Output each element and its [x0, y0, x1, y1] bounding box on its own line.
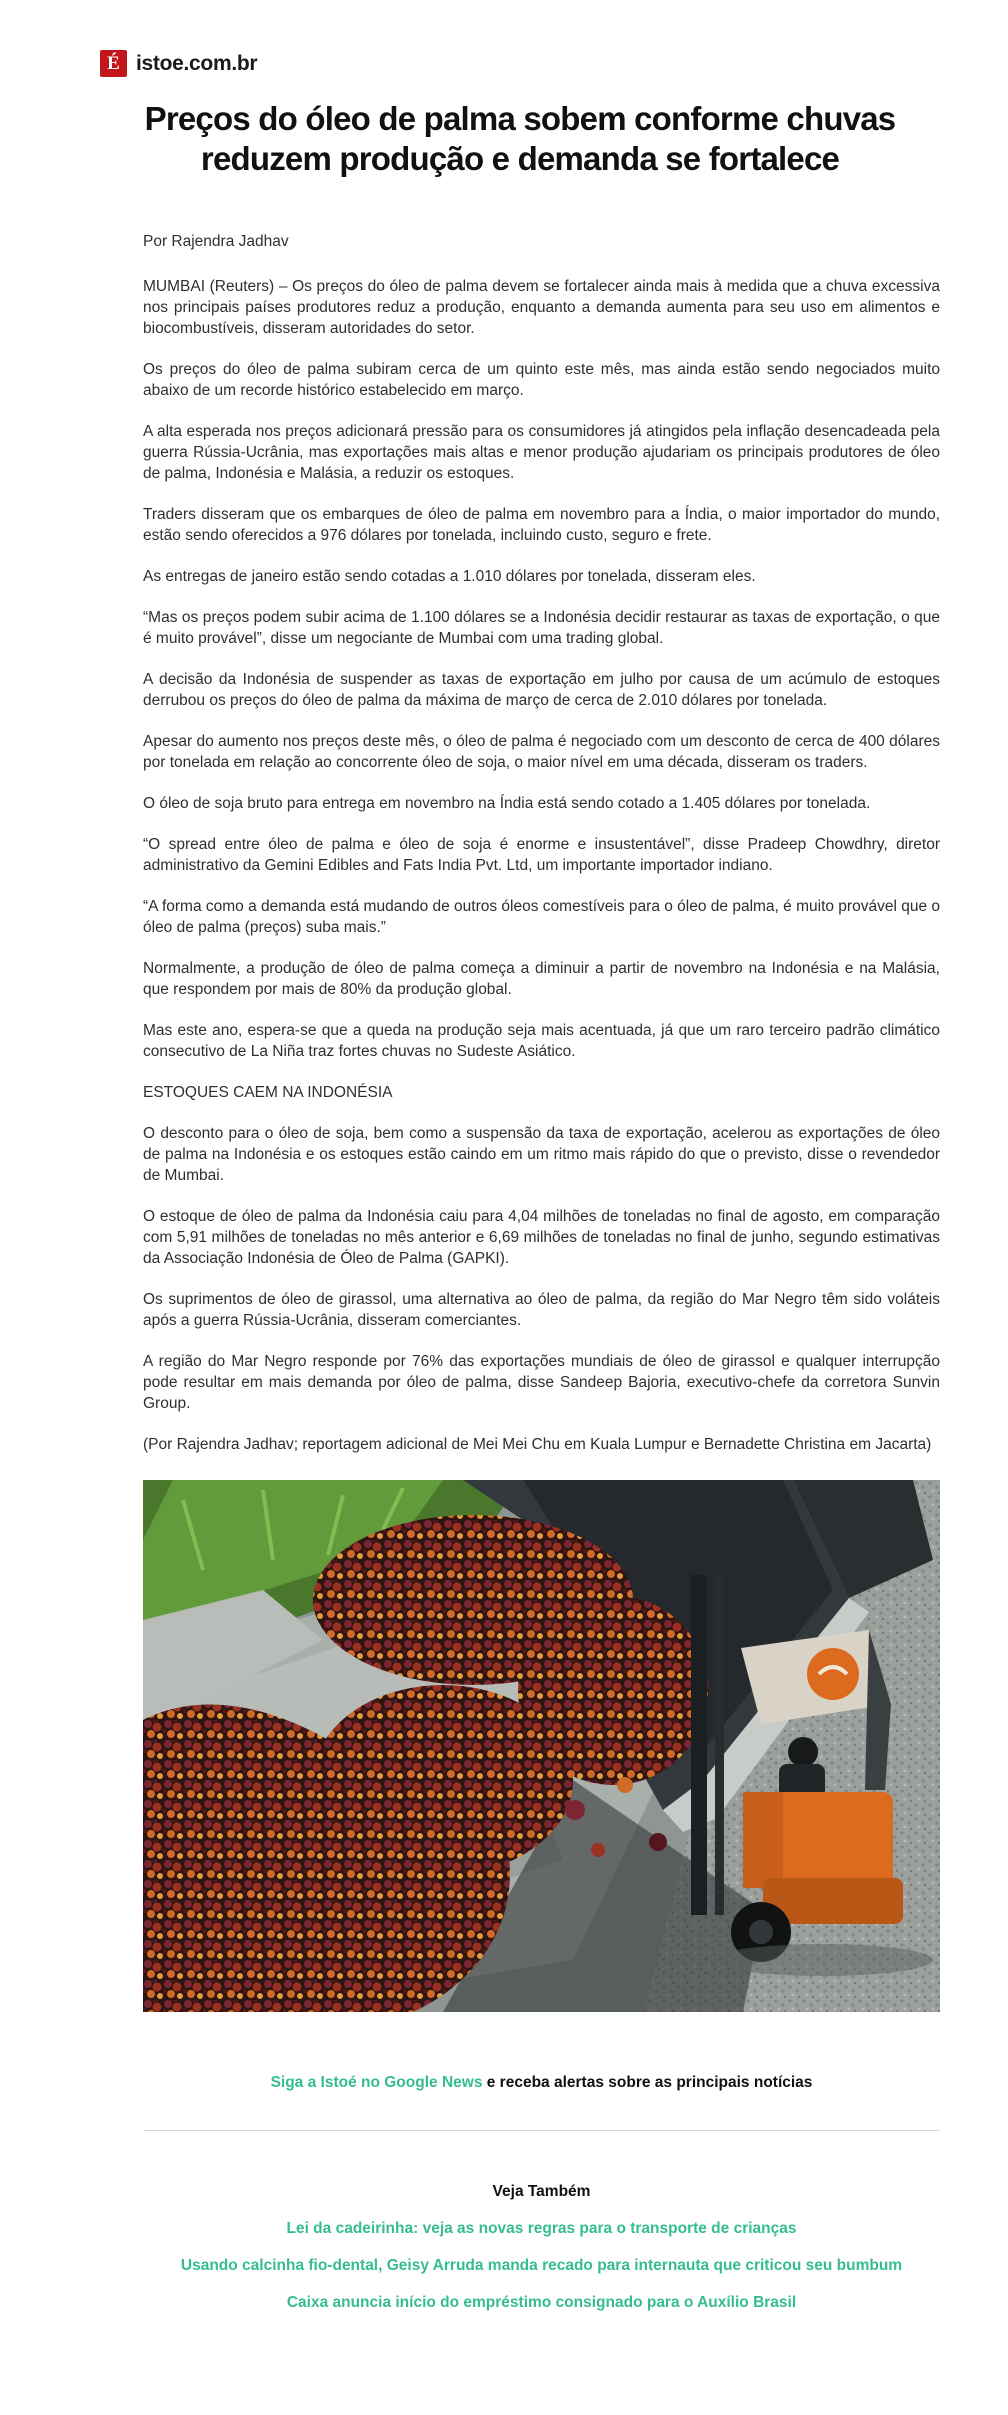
- article-paragraph: Apesar do aumento nos preços deste mês, o óleo de palma é negociado com um desconto de cerca de 400 dólares por tonelada em relação ao concorrente óleo de soja, o maior nível em uma década, disseram os traders.: [143, 733, 940, 771]
- article-paragraph: Mas este ano, espera-se que a queda na produção seja mais acentuada, já que um raro terceiro padrão climático consecutivo de La Niña traz fortes chuvas no Sudeste Asiático.: [143, 1022, 940, 1060]
- article-paragraph: O estoque de óleo de palma da Indonésia caiu para 4,04 milhões de toneladas no final de agosto, em comparação com 5,91 milhões de toneladas no mês anterior e 6,69 milhões de toneladas no final de junho, segundo estimativas da Associação Indonésia de Óleo de Palma (GAPKI).: [143, 1208, 940, 1267]
- site-name: istoe.com.br: [136, 51, 258, 75]
- article-body: [143, 231, 940, 2312]
- article-paragraph: O desconto para o óleo de soja, bem como a suspensão da taxa de exportação, acelerou as exportações de óleo de palma na Indonésia e os estoques estão caindo em um ritmo mais rápido do que o previsto, disse o revendedor de Mumbai.: [143, 1125, 940, 1184]
- article-page: [100, 0, 940, 2402]
- google-news-link[interactable]: Siga a Istoé no Google News: [270, 2074, 483, 2091]
- site-logo[interactable]: [100, 50, 940, 77]
- related-section: [143, 2183, 940, 2312]
- article-paragraph: As entregas de janeiro estão sendo cotadas a 1.010 dólares por tonelada, disseram eles.: [143, 568, 756, 585]
- article-paragraph: MUMBAI (Reuters) – Os preços do óleo de palma devem se fortalecer ainda mais à medida que a chuva excessiva nos principais países produtores reduz a produção, enquanto a demanda aumenta para seu uso em alimentos e biocombustíveis, disseram autoridades do setor.: [143, 278, 940, 337]
- article-paragraph: A decisão da Indonésia de suspender as taxas de exportação em julho por causa de um acúmulo de estoques derrubou os preços do óleo de palma da máxima de março de cerca de 2.010 dólares por tonelada.: [143, 671, 940, 709]
- follow-line: [143, 2074, 940, 2092]
- related-link[interactable]: Usando calcinha fio-dental, Geisy Arruda manda recado para internauta que criticou seu bumbum: [180, 2257, 903, 2274]
- related-link[interactable]: Lei da cadeirinha: veja as novas regras para o transporte de crianças: [286, 2220, 797, 2237]
- follow-text: e receba alertas sobre as principais notícias: [482, 2074, 813, 2091]
- section-subheading: ESTOQUES CAEM NA INDONÉSIA: [143, 1084, 393, 1101]
- related-link[interactable]: Caixa anuncia início do empréstimo consignado para o Auxílio Brasil: [286, 2294, 797, 2311]
- palm-fruit-forklift-illustration: [143, 1480, 940, 2012]
- article-photo: [143, 1480, 940, 2012]
- istoe-logo-icon: É: [100, 50, 127, 77]
- article-credits: (Por Rajendra Jadhav; reportagem adicional de Mei Mei Chu em Kuala Lumpur e Bernadette Christina em Jacarta): [143, 1436, 932, 1453]
- article-paragraph: Os suprimentos de óleo de girassol, uma alternativa ao óleo de palma, da região do Mar Negro têm sido voláteis após a guerra Rússia-Ucrânia, disseram comerciantes.: [143, 1291, 940, 1329]
- related-heading: Veja Também: [492, 2183, 591, 2200]
- article-paragraph: A região do Mar Negro responde por 76% das exportações mundiais de óleo de girassol e qualquer interrupção pode resultar em mais demanda por óleo de palma, disse Sandeep Bajoria, executivo-chefe da corretora Sunvin Group.: [143, 1353, 940, 1412]
- section-divider: [143, 2130, 940, 2131]
- article-paragraph: O óleo de soja bruto para entrega em novembro na Índia está sendo cotado a 1.405 dólares por tonelada.: [143, 795, 871, 812]
- article-paragraph: A alta esperada nos preços adicionará pressão para os consumidores já atingidos pela inflação desencadeada pela guerra Rússia-Ucrânia, mas exportações mais altas e menor produção ajudariam os principais produtores de óleo de palma, Indonésia e Malásia, a reduzir os estoques.: [143, 423, 940, 482]
- article-paragraph: “A forma como a demanda está mudando de outros óleos comestíveis para o óleo de palma, é muito provável que o óleo de palma (preços) suba mais.”: [143, 898, 940, 936]
- article-title: Preços do óleo de palma sobem conforme chuvas reduzem produção e demanda se fortalece: [144, 100, 896, 177]
- article-paragraph: Traders disseram que os embarques de óleo de palma em novembro para a Índia, o maior importador do mundo, estão sendo oferecidos a 976 dólares por tonelada, incluindo custo, seguro e frete.: [143, 506, 940, 544]
- article-paragraph: “Mas os preços podem subir acima de 1.100 dólares se a Indonésia decidir restaurar as taxas de exportação, o que é muito provável”, disse um negociante de Mumbai com uma trading global.: [143, 609, 940, 647]
- article-paragraph: Os preços do óleo de palma subiram cerca de um quinto este mês, mas ainda estão sendo negociados muito abaixo de um recorde histórico estabelecido em março.: [143, 361, 940, 399]
- article-paragraph: “O spread entre óleo de palma e óleo de soja é enorme e insustentável”, disse Pradeep Chowdhry, diretor administrativo da Gemini Edibles and Fats India Pvt. Ltd, um importante importador indiano.: [143, 836, 940, 874]
- article-paragraph: Normalmente, a produção de óleo de palma começa a diminuir a partir de novembro na Indonésia e na Malásia, que respondem por mais de 80% da produção global.: [143, 960, 940, 998]
- article-byline: Por Rajendra Jadhav: [143, 233, 289, 250]
